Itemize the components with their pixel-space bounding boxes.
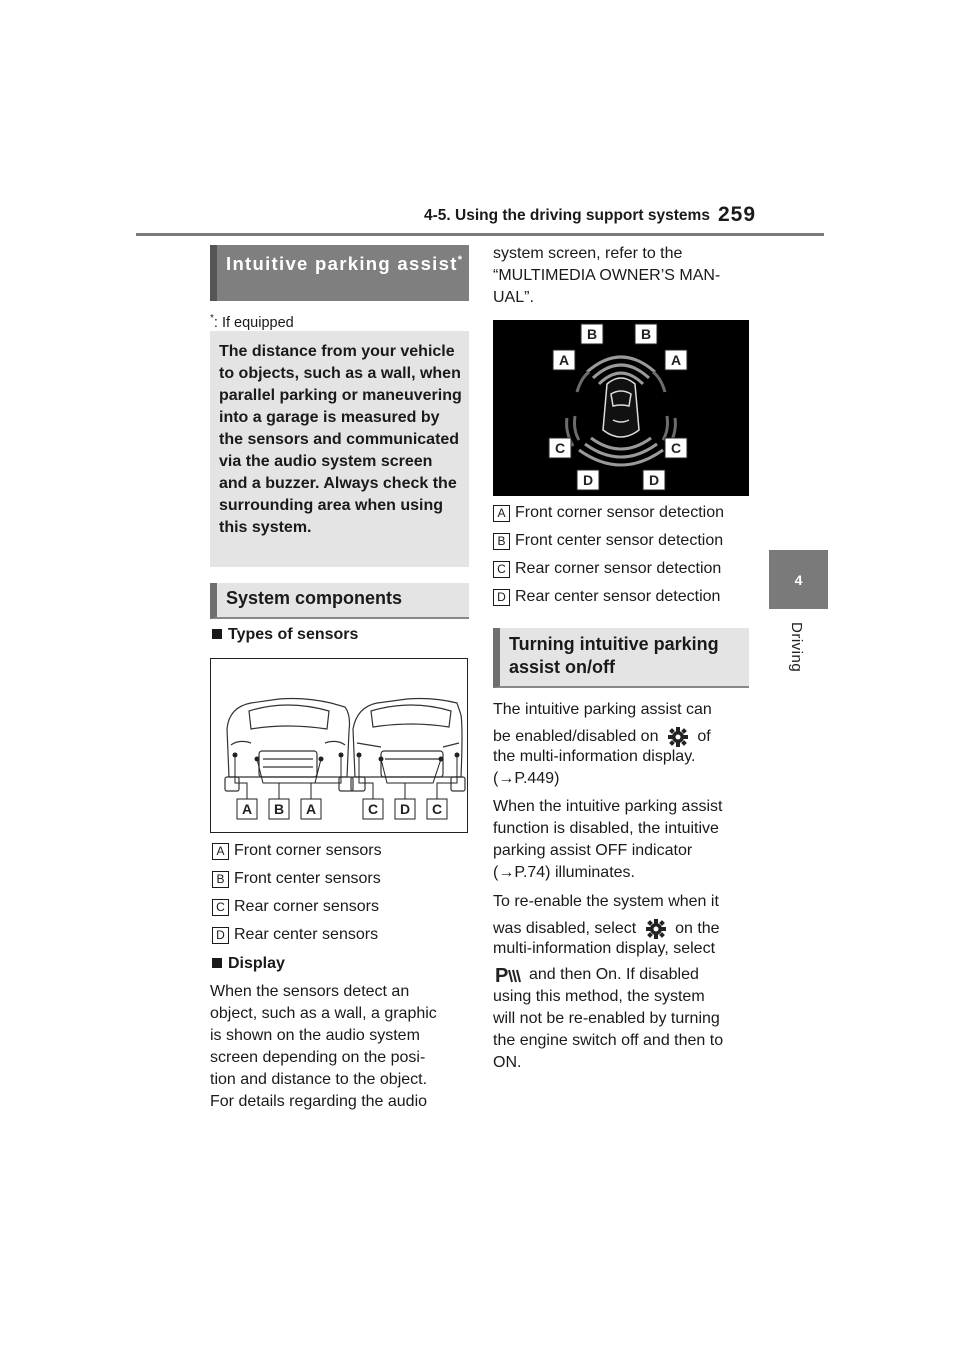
subheading-display: Display bbox=[212, 955, 285, 973]
section-title: 4-5. Using the driving support systems bbox=[424, 207, 710, 224]
heading-system-components: System components bbox=[210, 583, 469, 619]
legend-item: C Rear corner sensors bbox=[212, 898, 379, 916]
legend-item: C Rear corner sensor detection bbox=[493, 560, 721, 578]
sensor-arcs-illustration bbox=[493, 320, 749, 496]
parking-sensor-icon bbox=[495, 964, 523, 986]
fig1-label: A bbox=[305, 801, 317, 817]
legend-item: B Front center sensor detection bbox=[493, 532, 723, 550]
gear-icon bbox=[645, 918, 667, 940]
display-paragraph-right: system screen, refer to the “MULTIMEDIA OWNER’S MAN- UAL”. bbox=[493, 245, 721, 306]
heading-turning-on-off: Turning intuitive parking assist on/off bbox=[493, 628, 749, 688]
onoff-paragraph-3b: multi-information display, select P and then On. If disabled using this method, the system will not be re-enabled by turning the engine switch off and then to ON. bbox=[493, 940, 724, 1072]
car-front-rear-illustration bbox=[211, 659, 467, 832]
page-number: 259 bbox=[718, 203, 757, 226]
svg-text:P: P bbox=[495, 965, 509, 986]
onoff-paragraph-3: To re-enable the system when it was disabled, select on the bbox=[493, 888, 755, 942]
fig2-label: B bbox=[586, 326, 598, 342]
header-rule bbox=[136, 233, 824, 236]
display-paragraph-left: When the sensors detect an object, such as a wall, a graphic is shown on the audio system screen depending on the posi- tion and distance to the object. For details regarding the audio bbox=[210, 983, 437, 1110]
audio-screen-sensor-graphic bbox=[493, 320, 749, 496]
legend-item: D Rear center sensor detection bbox=[493, 588, 720, 606]
fig1-label: B bbox=[273, 801, 285, 817]
legend-item: A Front corner sensors bbox=[212, 842, 382, 860]
onoff-paragraph-1b: the multi-information display. (→P.449) bbox=[493, 748, 696, 787]
fig2-label: C bbox=[670, 440, 682, 456]
legend-item: A Front corner sensor detection bbox=[493, 504, 724, 522]
fig2-label: A bbox=[558, 352, 570, 368]
onoff-paragraph-1: The intuitive parking assist can be enabled/disabled on of bbox=[493, 696, 755, 750]
fig2-label: B bbox=[640, 326, 652, 342]
fig1-label: A bbox=[241, 801, 253, 817]
gear-icon bbox=[667, 726, 689, 748]
fig2-label: A bbox=[670, 352, 682, 368]
legend-item: B Front center sensors bbox=[212, 870, 381, 888]
fig1-label: D bbox=[399, 801, 411, 817]
fig1-label: C bbox=[431, 801, 443, 817]
footnote: *: If equipped bbox=[210, 313, 294, 331]
fig2-label: D bbox=[648, 472, 660, 488]
legend-item: D Rear center sensors bbox=[212, 926, 378, 944]
fig2-label: D bbox=[582, 472, 594, 488]
fig1-label: C bbox=[367, 801, 379, 817]
chapter-tab-number[interactable]: 4 bbox=[769, 550, 828, 609]
fig2-label: C bbox=[554, 440, 566, 456]
sensor-layout-figure bbox=[210, 658, 468, 833]
heading-intuitive-parking-assist: Intuitive parking assist* bbox=[210, 245, 469, 301]
subheading-types-of-sensors: Types of sensors bbox=[212, 626, 358, 644]
chapter-tab-label: Driving bbox=[788, 622, 805, 673]
onoff-paragraph-2: When the intuitive parking assist function is disabled, the intuitive parking assist OFF indicator (→P.74) illuminates. bbox=[493, 798, 723, 881]
intro-summary: The distance from your vehicle to objects, such as a wall, when parallel parking or maneuvering into a garage is measured by the sensors and communicated via the audio system screen and a buzzer. Always check the surrounding area when using this system. bbox=[210, 331, 469, 567]
